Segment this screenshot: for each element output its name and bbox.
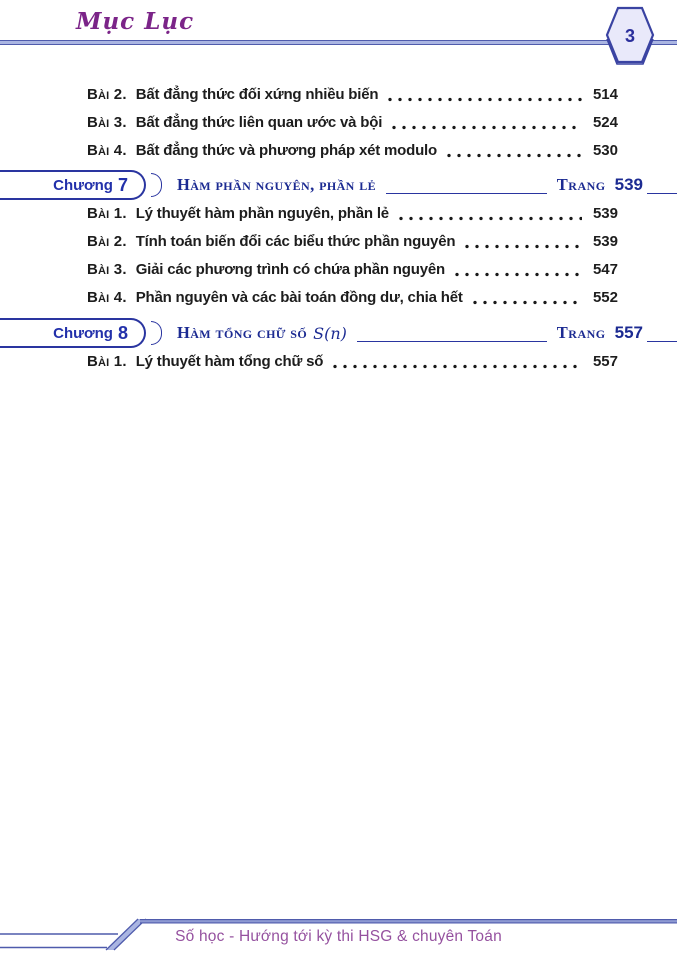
entry-label: Bài 2. [87, 86, 127, 103]
page-number: 3 [624, 26, 636, 46]
dot-leader [399, 216, 582, 221]
chapter-badge [0, 170, 146, 200]
entry-label: Bài 4. [87, 142, 127, 159]
dot-leader [455, 272, 582, 277]
chapter-rule-end [643, 170, 677, 200]
toc-entry [87, 228, 618, 256]
entry-page: 524 [592, 114, 618, 131]
entry-page: 539 [592, 233, 618, 250]
entry-page: 539 [592, 205, 618, 222]
chapter-title: Hàm tổng chữ số [177, 323, 308, 342]
table-of-contents [0, 81, 677, 376]
dot-leader [447, 153, 582, 158]
toc-entry [87, 284, 618, 312]
toc-entry [87, 200, 618, 228]
toc-entry [87, 109, 618, 137]
chapter-badge-number: 7 [117, 174, 128, 195]
chapter-rule [376, 170, 557, 200]
chapter-title: Hàm phần nguyên, phần lẻ [177, 175, 377, 194]
entry-title: Giải các phương trình có chứa phần nguyên [135, 261, 445, 278]
dot-leader [333, 364, 582, 369]
entry-title: Bất đẳng thức liên quan ước và bội [135, 114, 383, 131]
entry-label: Bài 1. [87, 205, 127, 222]
entry-page: 557 [592, 353, 618, 370]
entry-title: Tính toán biến đổi các biểu thức phần nguyên [135, 233, 456, 250]
chapter-badge-label: Chương [53, 324, 113, 342]
chapter-page: 557 [614, 323, 643, 342]
entry-page: 552 [592, 289, 618, 306]
entry-page: 530 [592, 142, 618, 159]
entry-label: Bài 2. [87, 233, 127, 250]
entry-label: Bài 3. [87, 114, 127, 131]
chapter-badge-arc [151, 321, 162, 345]
header-rule [0, 40, 677, 45]
chapter-badge-arc [151, 173, 162, 197]
pre-chapter-items [0, 81, 677, 165]
chapter8-items [0, 348, 677, 376]
toc-entry [87, 348, 618, 376]
toc-entry [87, 137, 618, 165]
entry-title: Lý thuyết hàm tổng chữ số [135, 353, 324, 370]
chapter-heading [0, 170, 677, 200]
entry-title: Bất đẳng thức và phương pháp xét modulo [135, 142, 437, 159]
chapter-trang-label: Trang [556, 323, 606, 342]
page-title: Mục Lục [76, 8, 195, 35]
chapter-trang-label: Trang [556, 175, 606, 194]
footer-text: Số học - Hướng tới kỳ thi HSG & chuyên Toán [175, 928, 502, 945]
entry-label: Bài 4. [87, 289, 127, 306]
page-number-hexagon-icon [602, 4, 658, 68]
chapter-badge-label: Chương [53, 176, 113, 194]
entry-page: 547 [592, 261, 618, 278]
entry-title: Lý thuyết hàm phần nguyên, phần lẻ [135, 205, 389, 222]
entry-label: Bài 1. [87, 353, 127, 370]
chapter-title-math: S(n) [313, 323, 347, 343]
dot-leader [388, 97, 582, 102]
chapter-page: 539 [614, 175, 643, 194]
chapter-heading [0, 318, 677, 348]
entry-label: Bài 3. [87, 261, 127, 278]
chapter7-items [0, 200, 677, 312]
dot-leader [465, 244, 582, 249]
chapter-rule [347, 318, 557, 348]
chapter-rule-end [643, 318, 677, 348]
toc-entry [87, 81, 618, 109]
entry-title: Phần nguyên và các bài toán đồng dư, chia hết [135, 289, 463, 306]
entry-title: Bất đẳng thức đối xứng nhiều biến [135, 86, 379, 103]
toc-entry [87, 256, 618, 284]
dot-leader [392, 125, 582, 130]
entry-page: 514 [592, 86, 618, 103]
chapter-badge [0, 318, 146, 348]
dot-leader [473, 300, 582, 305]
chapter-badge-number: 8 [117, 322, 128, 343]
